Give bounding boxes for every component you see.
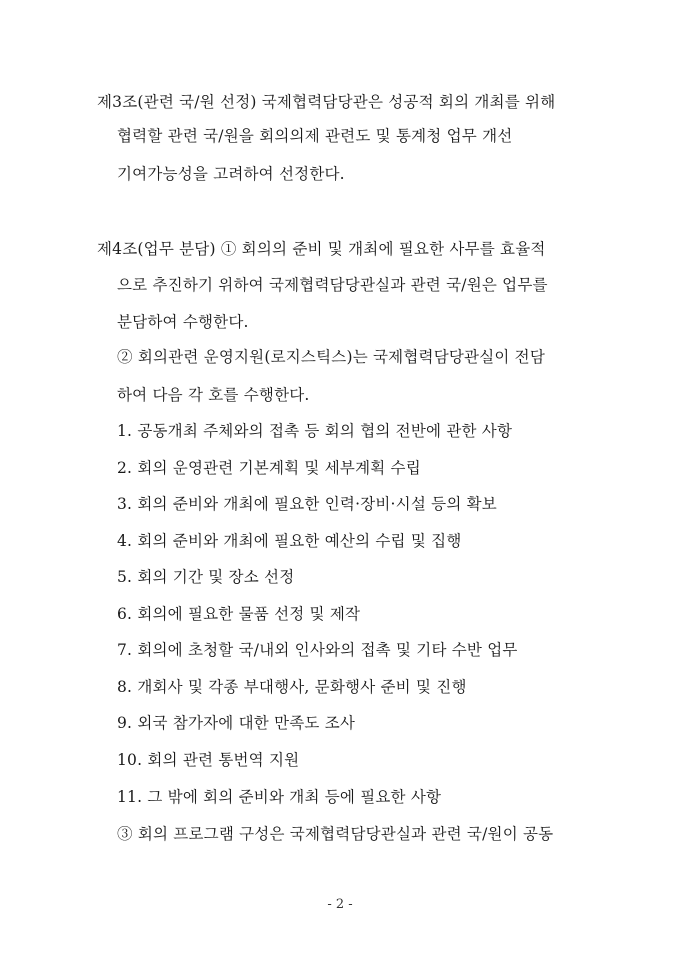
- article-4-para-2-line-1: ② 회의관련 운영지원(로지스틱스)는 국제협력담당관실이 전담: [117, 348, 546, 366]
- article-4-para-3-line-1: ③ 회의 프로그램 구성은 국제협력담당관실과 관련 국/원이 공동: [117, 825, 554, 843]
- list-item: 4. 회의 준비와 개최에 필요한 예산의 수립 및 집행: [117, 532, 462, 550]
- list-item: 3. 회의 준비와 개최에 필요한 인력·장비·시설 등의 확보: [117, 495, 497, 513]
- list-item: 10. 회의 관련 통번역 지원: [117, 751, 300, 769]
- article-4-line-3: 분담하여 수행한다.: [117, 313, 249, 331]
- article-3-line-3: 기여가능성을 고려하여 선정한다.: [117, 165, 345, 183]
- article-4-para-2-line-2: 하여 다음 각 호를 수행한다.: [117, 386, 310, 404]
- article-4-line-1: 제4조(업무 분담) ① 회의의 준비 및 개최에 필요한 사무를 효율적: [97, 240, 546, 258]
- article-3-line-2: 협력할 관련 국/원을 회의의제 관련도 및 통계청 업무 개선: [117, 127, 513, 145]
- list-item: 11. 그 밖에 회의 준비와 개최 등에 필요한 사항: [117, 788, 442, 806]
- list-item: 9. 외국 참가자에 대한 만족도 조사: [117, 714, 356, 732]
- list-item: 8. 개회사 및 각종 부대행사, 문화행사 준비 및 진행: [117, 678, 467, 696]
- page-number: - 2 -: [327, 897, 353, 912]
- list-item: 2. 회의 운영관련 기본계획 및 세부계획 수립: [117, 459, 421, 477]
- list-item: 6. 회의에 필요한 물품 선정 및 제작: [117, 605, 361, 623]
- list-item: 1. 공동개최 주체와의 접촉 등 회의 협의 전반에 관한 사항: [117, 422, 513, 440]
- list-item: 7. 회의에 초청할 국/내외 인사와의 접촉 및 기타 수반 업무: [117, 641, 518, 659]
- article-3-line-1: 제3조(관련 국/원 선정) 국제협력담당관은 성공적 회의 개최를 위해: [97, 93, 556, 111]
- list-item: 5. 회의 기간 및 장소 선정: [117, 568, 295, 586]
- article-4-line-2: 으로 추진하기 위하여 국제협력담당관실과 관련 국/원은 업무를: [117, 276, 548, 294]
